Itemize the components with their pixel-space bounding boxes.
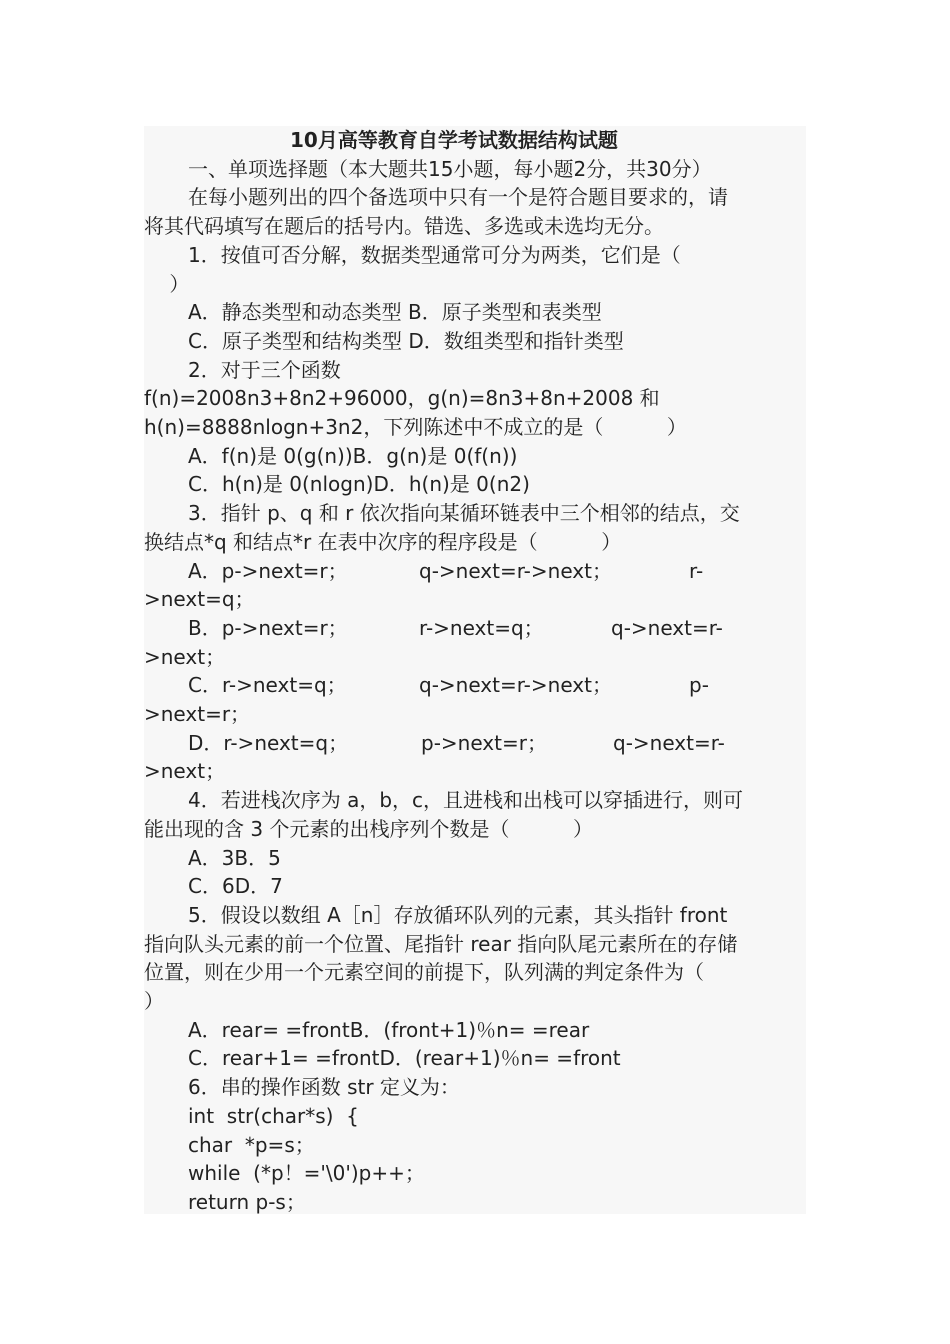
text-segment: >next=r； [144,702,251,726]
text-segment: B．p->next=r； [188,615,348,640]
text-segment: A．p->next=r； [188,558,348,583]
text-segment: 能出现的含 3 个元素的出栈序列个数是（ ） [144,816,594,841]
option-column: q->next=r->next； [419,558,612,583]
option-column: q->next=r- [611,615,723,640]
text-segment: D．r->next=q； [188,730,349,755]
text-segment: char *p=s； [188,1132,315,1157]
text-segment: C．h(n)是 0(nlogn)D．h(n)是 0(n2) [188,472,530,497]
text-segment: 4．若进栈次序为 a，b，c，且进栈和出栈可以穿插进行，则可 [188,788,744,813]
text-segment: 一、单项选择题（本大题共15小题，每小题2分，共30分） [188,156,712,181]
text-segment: >next； [144,759,226,784]
text-segment: A．静态类型和动态类型 B．原子类型和表类型 [188,300,602,325]
text-segment: 位置，则在少用一个元素空间的前提下，队列满的判定条件为（ [144,960,704,985]
text-segment: while (*p！='\0')p++； [188,1161,425,1186]
text-segment: f(n)=2008n3+8n2+96000，g(n)=8n3+8n+2008 和 [144,386,660,411]
text-segment: 3．指针 p、q 和 r 依次指向某循环链表中三个相邻的结点，交 [188,501,740,526]
text-segment: 换结点*q 和结点*r 在表中次序的程序段是（ ） [144,529,622,554]
text-segment: A．f(n)是 0(g(n))B．g(n)是 0(f(n)) [188,443,518,468]
text-segment: 5．假设以数组 A［n］存放循环队列的元素，其头指针 front [188,902,728,927]
text-segment: C．r->next=q； [188,673,347,698]
text-segment: C．rear+1= =frontD．(rear+1)％n= =front [188,1046,621,1071]
text-segment: 在每小题列出的四个备选项中只有一个是符合题目要求的，请 [188,185,728,210]
text-segment: A．3B．5 [188,845,281,870]
text-segment: 6．串的操作函数 str 定义为： [188,1075,460,1100]
text-segment: int str(char*s) { [188,1103,359,1128]
option-column: r->next=q； [419,615,544,640]
text-segment: A．rear= =frontB．(front+1)％n= =rear [188,1017,590,1042]
text-segment: C．原子类型和结构类型 D．数组类型和指针类型 [188,328,624,353]
option-column: q->next=r->next； [419,673,612,698]
text-segment: ） [144,989,164,1013]
text-segment: C．6D．7 [188,874,283,899]
option-column: r- [689,558,704,583]
document-body [144,126,806,1214]
document-title: 10月高等教育自学考试数据结构试题 [290,128,618,152]
text-segment: 指向队头元素的前一个位置、尾指针 rear 指向队尾元素所在的存储 [144,931,738,956]
text-segment: ） [144,271,190,296]
option-column: q->next=r- [613,730,725,755]
text-segment: 1．按值可否分解，数据类型通常可分为两类，它们是（ [188,242,681,267]
text-segment: 将其代码填写在题后的括号内。错选、多选或未选均无分。 [144,214,664,239]
text-segment: h(n)=8888nlogn+3n2，下列陈述中不成立的是（ ） [144,415,687,439]
text-segment: 2．对于三个函数 [188,357,341,382]
text-segment: return p-s； [188,1189,306,1214]
option-column: p- [689,673,709,698]
text-segment: >next=q； [144,587,255,612]
option-column: p->next=r； [421,730,547,755]
text-segment: >next； [144,644,226,669]
